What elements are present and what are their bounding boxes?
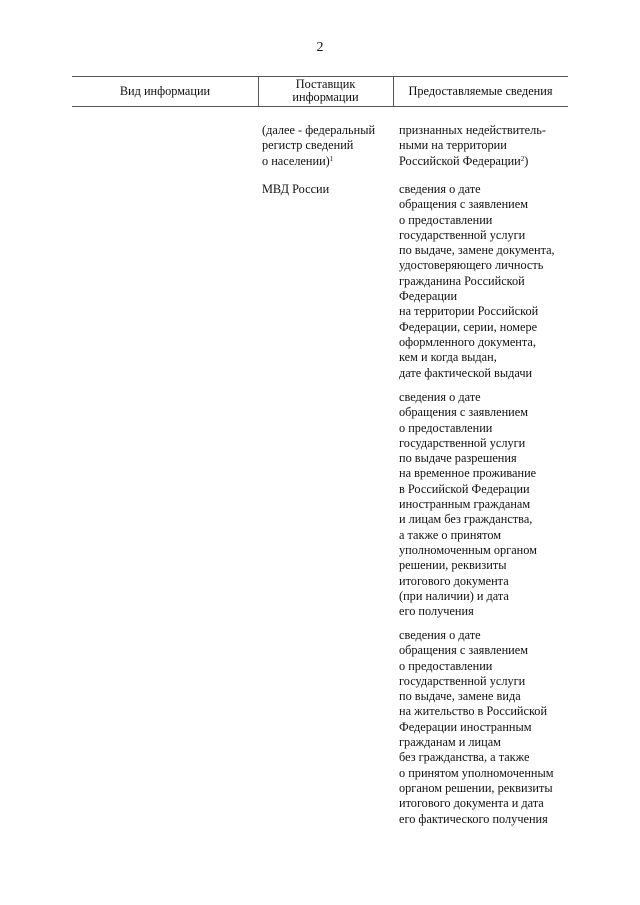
row1-provider-text: (далее - федеральный регистр сведений о населении) xyxy=(262,123,376,168)
row1-info-cell xyxy=(399,123,569,169)
row2-provider-cell: МВД России xyxy=(262,182,330,196)
row1-provider-cell xyxy=(262,123,392,169)
row1-info-text: признанных недействитель- ными на территории Российской Федерации xyxy=(399,123,546,168)
footnote-marker: 1 xyxy=(329,154,334,163)
footnote-marker: 2 xyxy=(520,154,525,163)
header-provided-info: Предоставляемые сведения xyxy=(408,83,553,98)
row2-info-paragraph-2: сведения о дате обращения с заявлением о предоставлении государственной услуги по выдаче разрешения на временное проживание в Российской Федерации иностранным гражданам и лицам без гражданства, а также о принятом уполномоченным органом решении, реквизиты итогового документа (при наличии) и дата его получения xyxy=(399,390,537,619)
page-number: 2 xyxy=(316,40,324,55)
table-header-rule xyxy=(72,106,568,107)
header-provider xyxy=(258,76,393,106)
header-provider-label: Поставщик информации xyxy=(292,77,359,104)
row2-info-paragraph-1: сведения о дате обращения с заявлением о предоставлении государственной услуги по выдаче, замене документа, удостоверяющего личность гражданина Российской Федерации на территории Российской Федерации, серии, номере оформленного документа, кем и когда выдан, дате фактической выдачи xyxy=(399,182,555,380)
row2-info-paragraph-3: сведения о дате обращения с заявлением о предоставлении государственной услуги по выдаче, замене вида на жительство в Российской Федерации иностранным гражданам и лицам без гражданства, а также о принятом уполномоченным органом решении, реквизиты итогового документа и дата его фактического получения xyxy=(399,628,554,826)
row1-info-tail: ) xyxy=(524,153,529,168)
header-info-type: Вид информации xyxy=(119,83,211,98)
